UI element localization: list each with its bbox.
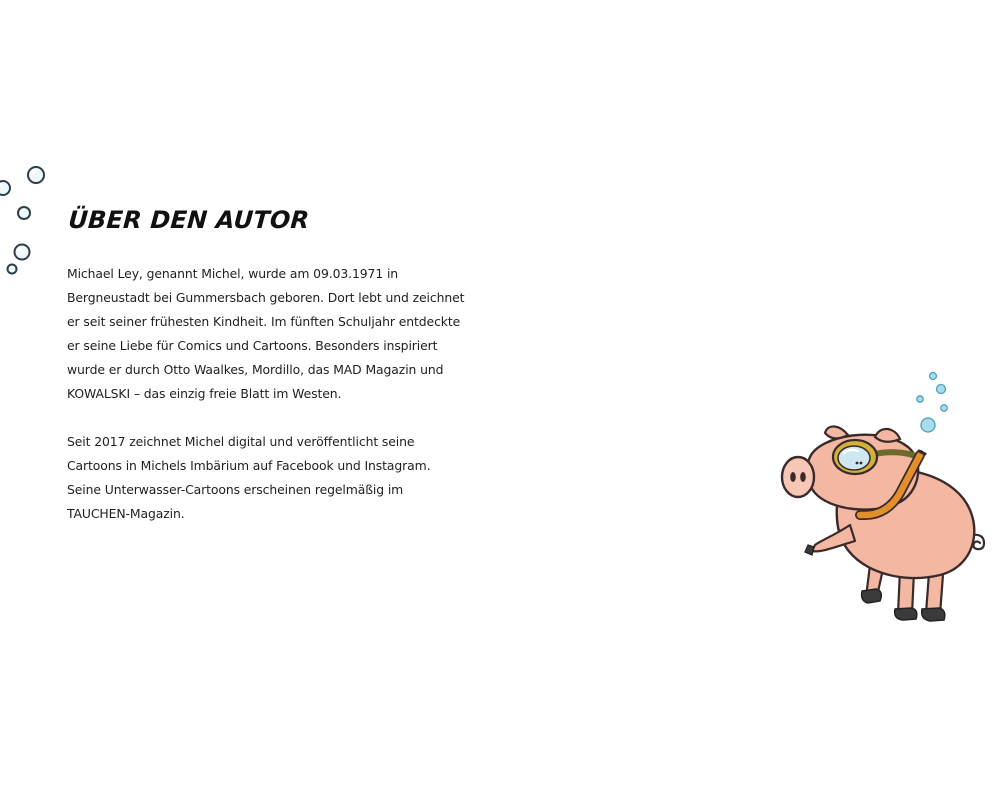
section-heading: ÜBER DEN AUTOR [67, 206, 311, 234]
air-bubbles-icon [0, 160, 60, 280]
bio-paragraph: Seit 2017 zeichnet Michel digital und veröffentlicht seine Cartoons in Michels Imbärium auf Facebook und Instagram. Seine Unterwasser-Cartoons erscheinen regelmäßig im TAUCHEN-Magazin. [67, 434, 431, 521]
snorkeling-pig-icon [780, 365, 1000, 640]
bio-paragraph: Michael Ley, genannt Michel, wurde am 09.03.1971 in Bergneustadt bei Gummersbach geboren. Dort lebt und zeichnet er seit seiner frühesten Kindheit. Im fünften Schuljahr entdeckte er seine Liebe für Comics und Cartoons. Besonders inspiriert wurde er durch Otto Waalkes, Mordillo, das MAD Magazin und KOWALSKI – das einzig freie Blatt im Westen. [67, 266, 465, 401]
author-bio [67, 262, 467, 550]
